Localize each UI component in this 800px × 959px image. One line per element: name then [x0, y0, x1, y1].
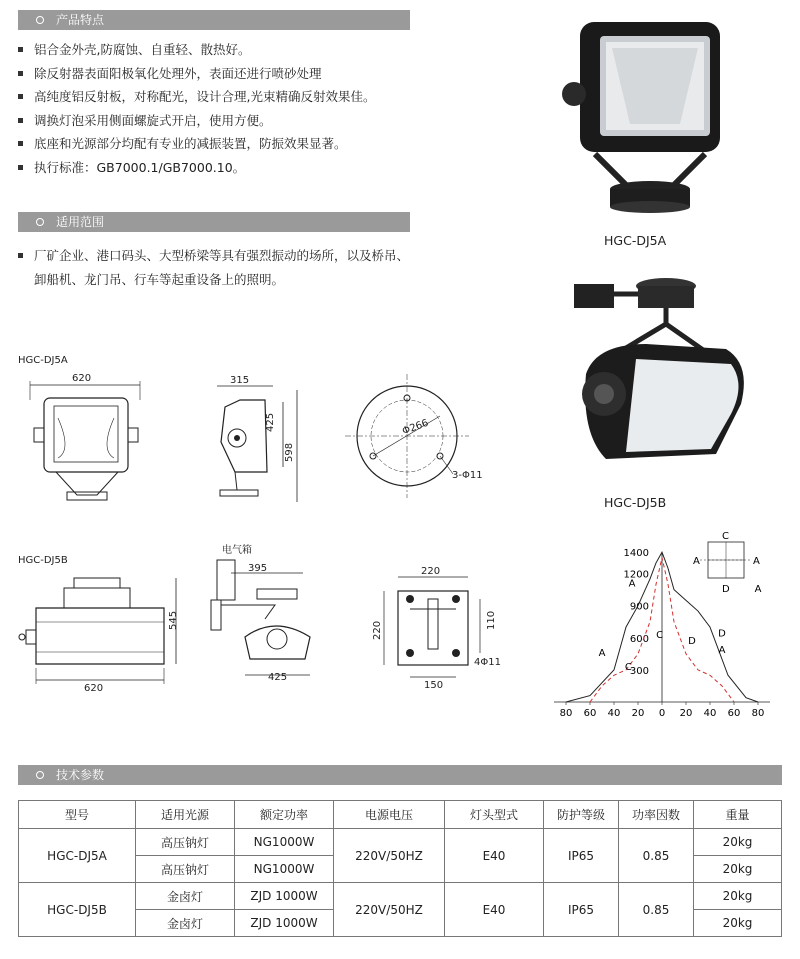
feature-item: 底座和光源部分均配有专业的减振装置，防振效果显著。 [18, 132, 375, 156]
chart-curve-label: C [624, 661, 632, 673]
params-section-title: 技术参数 [56, 768, 105, 782]
chart-curve-label: A [598, 647, 606, 659]
application-text: 厂矿企业、港口码头、大型桥梁等具有强烈振动的场所，以及桥吊、卸船机、龙门吊、行车等起重设备上的照明。 [18, 244, 418, 292]
cell-pf: 0.85 [619, 883, 694, 937]
cell-light: 高压钠灯 [136, 856, 235, 883]
chart-curve-label: A [718, 644, 726, 656]
features-list [18, 38, 375, 179]
feature-item: 执行标准：GB7000.1/GB7000.10。 [18, 156, 375, 180]
dim-b-plate-holes: 4Φ11 [474, 657, 501, 668]
cell-base: E40 [445, 829, 544, 883]
cell-light: 高压钠灯 [136, 829, 235, 856]
cell-base: E40 [445, 883, 544, 937]
legend-top: C [722, 531, 729, 542]
dim-b-box-label: 电气箱 [222, 545, 252, 556]
drawing-a-title: HGC-DJ5A [18, 355, 68, 366]
chart-x-tick-label: 60 [583, 708, 597, 719]
dim-a-front-width: 620 [72, 373, 92, 384]
chart-y-tick-label: 1200 [623, 569, 649, 581]
chart-curve-label: D [718, 628, 726, 640]
feature-item: 高纯度铝反射板，对称配光，设计合理,光束精确反射效果佳。 [18, 85, 375, 109]
chart-y-tick-label: 600 [629, 633, 649, 645]
table-row [19, 883, 782, 910]
dim-a-base-holes: 3-Φ11 [452, 470, 483, 481]
legend-bottom: D [722, 584, 730, 595]
header-light: 适用光源 [136, 801, 235, 829]
product-caption-dj5a: HGC-DJ5A [604, 233, 667, 248]
header-model: 型号 [19, 801, 136, 829]
chart-x-tick-label: 0 [658, 708, 666, 719]
cell-light: 金卤灯 [136, 910, 235, 937]
cell-weight: 20kg [694, 910, 782, 937]
circle-bullet-icon [36, 218, 44, 226]
chart-curve-label: D [688, 636, 696, 648]
cell-power: NG1000W [235, 856, 334, 883]
cell-light: 金卤灯 [136, 883, 235, 910]
dim-b-front-height: 545 [168, 610, 179, 630]
dim-b-plate-inner: 110 [486, 610, 497, 630]
feature-item: 除反射器表面阳极氧化处理外，表面还进行喷砂处理 [18, 62, 375, 86]
dim-a-side-depth: 315 [230, 375, 250, 386]
chart-x-tick-label: 80 [751, 708, 765, 719]
cell-power: ZJD 1000W [235, 883, 334, 910]
dim-a-side-height-inner: 425 [265, 412, 276, 432]
header-pf: 功率因数 [619, 801, 694, 829]
chart-y-tick-label: 300 [629, 665, 649, 677]
table-row [19, 829, 782, 856]
table-header-row [19, 801, 782, 829]
drawing-b-front-view [14, 572, 189, 700]
cell-ip: IP65 [544, 829, 619, 883]
product-photo-dj5a [560, 14, 740, 214]
dim-b-side-bottom: 425 [268, 672, 288, 683]
drawing-a-base-plan [345, 374, 475, 504]
dim-a-side-height-total: 598 [284, 442, 295, 462]
header-ip: 防护等级 [544, 801, 619, 829]
chart-curve-label: C [656, 629, 664, 641]
dim-b-plate-bottom: 150 [424, 680, 444, 691]
drawing-a-front-view [22, 370, 162, 510]
drawing-b-mount-plate [370, 565, 500, 695]
header-weight: 重量 [694, 801, 782, 829]
cell-pf: 0.85 [619, 829, 694, 883]
chart-x-tick-label: 60 [727, 708, 741, 719]
cell-weight: 20kg [694, 829, 782, 856]
chart-x-tick-label: 20 [631, 708, 645, 719]
direction-legend [693, 531, 760, 595]
features-section-title: 产品特点 [56, 13, 105, 27]
cell-weight: 20kg [694, 883, 782, 910]
chart-curve-label: A [754, 583, 762, 595]
cell-voltage: 220V/50HZ [334, 829, 445, 883]
chart-y-tick-label: 900 [629, 601, 649, 613]
scope-section-bar [18, 212, 410, 232]
legend-left: A [693, 556, 700, 567]
circle-bullet-icon [36, 771, 44, 779]
header-base: 灯头型式 [445, 801, 544, 829]
cell-model: HGC-DJ5B [19, 883, 136, 937]
cell-voltage: 220V/50HZ [334, 883, 445, 937]
product-caption-dj5b: HGC-DJ5B [604, 495, 667, 510]
feature-item: 调换灯泡采用侧面螺旋式开启，使用方便。 [18, 109, 375, 133]
scope-section-title: 适用范围 [56, 215, 105, 229]
chart-x-tick-label: 80 [559, 708, 573, 719]
light-distribution-chart [550, 530, 790, 730]
dim-b-plate-height: 220 [372, 620, 383, 640]
chart-x-tick-label: 40 [703, 708, 717, 719]
legend-right: A [753, 556, 760, 567]
dim-b-front-width: 620 [84, 683, 104, 694]
cell-weight: 20kg [694, 856, 782, 883]
cell-power: ZJD 1000W [235, 910, 334, 937]
product-photo-dj5b [566, 264, 756, 474]
dim-a-base-diameter: Φ266 [400, 417, 431, 438]
params-section-bar [18, 765, 782, 785]
circle-bullet-icon [36, 16, 44, 24]
features-section-bar [18, 10, 410, 30]
chart-curve-label: A [628, 578, 636, 590]
cell-ip: IP65 [544, 883, 619, 937]
cell-model: HGC-DJ5A [19, 829, 136, 883]
dim-b-side-top: 395 [248, 563, 268, 574]
cell-power: NG1000W [235, 829, 334, 856]
chart-y-tick-label: 1400 [623, 548, 649, 560]
dim-b-plate-width: 220 [421, 566, 441, 577]
chart-x-tick-label: 40 [607, 708, 621, 719]
drawing-b-title: HGC-DJ5B [18, 555, 68, 566]
drawing-a-side-view [205, 372, 315, 512]
header-voltage: 电源电压 [334, 801, 445, 829]
chart-x-tick-label: 20 [679, 708, 693, 719]
spec-table [18, 800, 782, 937]
feature-item: 铝合金外壳,防腐蚀、自重轻、散热好。 [18, 38, 375, 62]
header-power: 额定功率 [235, 801, 334, 829]
